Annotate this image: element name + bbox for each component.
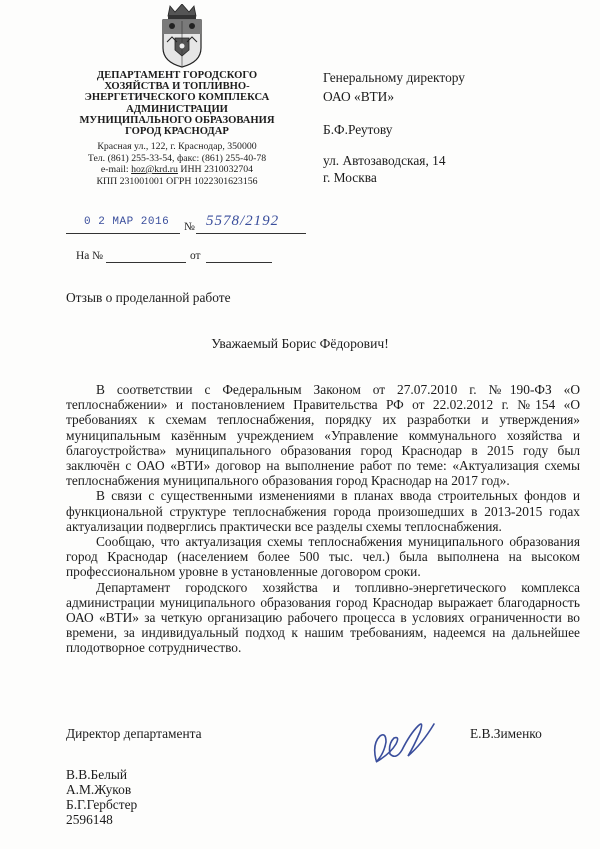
sender-contacts	[72, 141, 282, 187]
email-link[interactable]: hoz@krd.ru	[131, 164, 178, 175]
org-line: МУНИЦИПАЛЬНОГО ОБРАЗОВАНИЯ	[79, 114, 275, 126]
executor-phone: 2596148	[66, 812, 113, 827]
org-line: ДЕПАРТАМЕНТ ГОРОДСКОГО	[96, 70, 258, 81]
recipient-company: ОАО «ВТИ»	[323, 89, 395, 104]
body-paragraph: Департамент городского хозяйства и топливно-энергетического комплекса администрации муниципального образования город Краснодар выражает благодарность ОАО «ВТИ» за четкую организацию рабочего процесса в условиях ограниченности во времени, за индивидуальный подход к нашим требованиям, надеемся на дальнейшее плодотворное сотрудничество.	[66, 579, 580, 656]
inn: ИНН 2310032704	[180, 164, 254, 175]
executor-name: В.В.Белый	[66, 767, 128, 782]
reference-date-line	[206, 262, 272, 263]
signatory-name: Е.В.Зименко	[470, 726, 542, 741]
date-stamp: 0 2 МАР 2016	[84, 216, 170, 228]
body-paragraph: В соответствии с Федеральным Законом от 27.07.2010 г. №190-ФЗ «О теплоснабжении» и постановлением Правительства РФ от 22.02.2012 г. №154 «О требованиях к схемам теплоснабжения, порядку их разработки и утверждения» муниципальным казённым учреждением «Управление коммунального хозяйства и благоустройства» муниципального образования город Краснодар в 2015 году был заключён с ОАО «ВТИ» договор на выполнение работ по теме: «Актуализация схемы теплоснабжения муниципального образования город Краснодар на 2017 год».	[66, 382, 580, 489]
signatory-position: Директор департамента	[66, 726, 202, 741]
recipient-title: Генеральному директору	[323, 70, 465, 85]
org-line: ХОЗЯЙСТВА И ТОПЛИВНО-	[104, 81, 250, 93]
sender-email-inn	[72, 164, 282, 176]
recipient-city: г. Москва	[323, 170, 377, 185]
executor-name: Б.Г.Гербстер	[66, 797, 138, 812]
email-label: e-mail:	[100, 164, 129, 175]
kpp-ogrn: КПП 231001001 ОГРН 1022301623156	[96, 175, 258, 187]
reference-from-label: от	[190, 250, 201, 262]
org-line: АДМИНИСТРАЦИИ	[126, 103, 228, 115]
coat-of-arms-emblem	[155, 4, 209, 68]
salutation: Уважаемый Борис Фёдорович!	[211, 336, 389, 351]
sender-address: Красная ул., 122, г. Краснодар, 350000	[97, 141, 257, 152]
executors-list	[66, 767, 137, 827]
date-underline	[66, 233, 180, 234]
executor-name: А.М.Жуков	[66, 782, 132, 797]
reference-label: На №	[76, 250, 103, 262]
org-line: ГОРОД КРАСНОДАР	[125, 126, 229, 138]
reference-number-line	[106, 262, 186, 263]
recipient-name: Б.Ф.Реутову	[323, 122, 393, 137]
handwritten-number: 5578/2192	[206, 213, 280, 229]
body-paragraph: Сообщаю, что актуализация схемы теплоснабжения муниципального образования город Краснодар (населением более 500 тыс. чел.) была выполнена на высоком профессиональном уровне в установленные договором сроки.	[66, 534, 580, 580]
letter-subject: Отзыв о проделанной работе	[66, 290, 231, 305]
body-paragraph: В связи с существенными изменениями в планах ввода строительных фондов и функциональной структуре теплоснабжения города произошедших в 2013-2015 годах актуализации подверглись практически все разделы схемы теплоснабжения.	[66, 488, 580, 534]
handwritten-signature	[362, 714, 442, 774]
org-line: ЭНЕРГЕТИЧЕСКОГО КОМПЛЕКСА	[84, 92, 270, 104]
number-underline	[196, 233, 306, 234]
recipient-street: ул. Автозаводская, 14	[323, 153, 446, 168]
sender-phone: Тел. (861) 255-33-54, факс: (861) 255-40-78	[87, 152, 267, 164]
letter-body	[66, 382, 580, 656]
number-label: №	[184, 221, 195, 233]
sender-organization	[72, 70, 282, 137]
